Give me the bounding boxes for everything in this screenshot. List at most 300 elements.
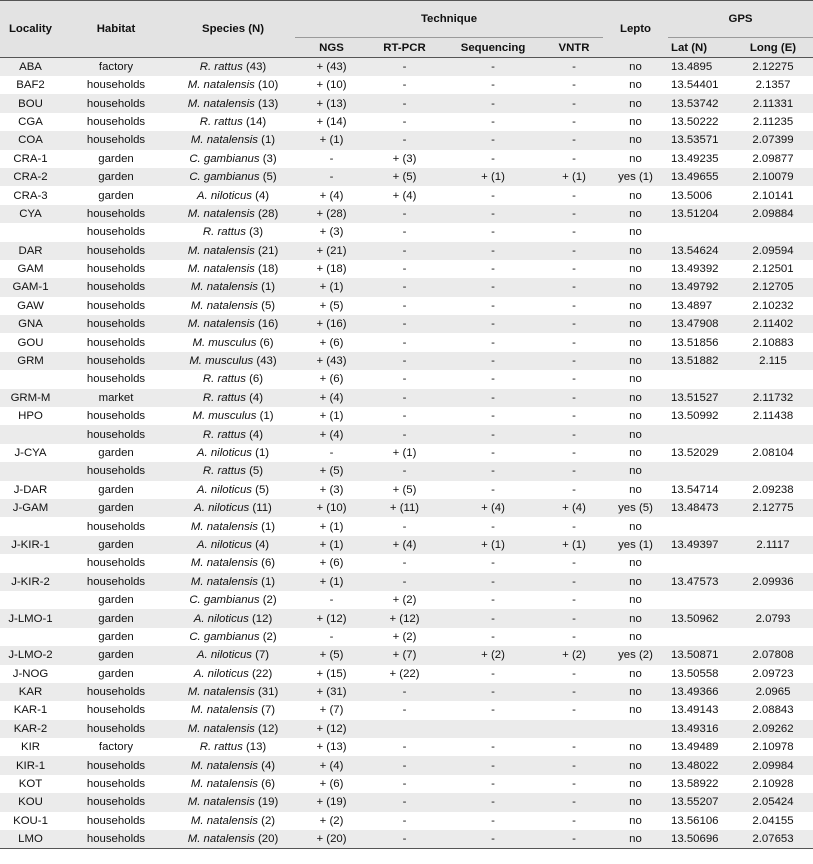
cell-species [171,76,295,94]
cell-species [171,223,295,241]
species-name: M. musculus [192,336,257,349]
species-count: (2) [262,594,277,607]
cell-vntr: - [572,520,576,533]
cell-long [733,370,813,388]
cell-lepto: no [629,355,642,368]
cell-species [171,168,295,186]
cell-habitat: households [86,686,146,699]
cell-rtpcr: - [402,97,407,110]
cell-rtpcr: - [402,741,407,754]
cell-vntr: - [572,778,576,791]
cell-species [171,370,295,388]
cell-rtpcr: - [402,115,407,128]
cell-lat: 13.49397 [671,538,719,551]
cell-habitat: households [86,226,146,239]
cell-lat: 13.54714 [671,483,719,496]
cell-ngs: + (6) [319,336,344,349]
cell-ngs: + (4) [319,428,344,441]
cell-sequencing: - [491,630,495,643]
cell-species [171,113,295,131]
cell-locality: KIR [21,741,40,754]
cell-habitat: factory [98,741,134,754]
cell-vntr: - [572,483,576,496]
species-count: (4) [255,189,270,202]
cell-vntr: - [572,263,576,276]
cell-vntr: - [572,115,576,128]
cell-lepto: no [629,391,642,404]
species-name: M. natalensis [190,778,258,791]
cell-lepto: no [629,520,642,533]
cell-habitat: households [86,722,146,735]
species-count: (3) [249,226,264,239]
cell-long: 2.0793 [755,612,791,625]
cell-species [171,756,295,774]
cell-ngs: + (10) [316,502,347,515]
cell-habitat: garden [98,502,134,515]
cell-locality: ABA [19,61,42,73]
cell-sequencing: - [491,612,495,625]
cell-locality [0,517,61,535]
cell-species [171,536,295,554]
cell-lepto: no [629,759,642,772]
cell-species [171,205,295,223]
species-count: (6) [261,557,276,570]
species-name: M. natalensis [190,759,258,772]
table-row [0,407,813,425]
cell-vntr: - [572,189,576,202]
cell-vntr: - [572,686,576,699]
cell-sequencing: - [491,759,495,772]
species-count: (43) [256,355,277,368]
cell-locality: GRM-M [10,391,51,404]
cell-species [171,481,295,499]
table-row [0,591,813,609]
cell-ngs: + (7) [319,704,344,717]
species-count: (31) [258,686,279,699]
table-row [0,242,813,260]
cell-rtpcr: - [402,79,407,92]
species-name: M. natalensis [187,263,255,276]
cell-ngs: + (13) [316,741,347,754]
cell-vntr: - [572,61,576,73]
cell-lepto: yes (5) [618,502,653,515]
cell-vntr: - [572,428,576,441]
cell-long: 2.12275 [752,61,794,73]
cell-lat: 13.49489 [671,741,719,754]
cell-lat: 13.54401 [671,79,719,92]
header-gps: GPS [668,1,813,38]
cell-lepto: no [629,244,642,257]
cell-vntr: - [572,833,576,846]
species-count: (13) [258,97,279,110]
cell-locality: J-KIR-1 [11,538,50,551]
cell-lat: 13.53571 [671,134,719,147]
cell-long: 2.11402 [752,318,794,331]
cell-sequencing: - [491,796,495,809]
cell-lepto: no [629,226,642,239]
cell-long [733,554,813,572]
cell-sequencing: - [491,686,495,699]
cell-rtpcr: - [402,299,407,312]
cell-long: 2.04155 [752,814,794,827]
cell-lat: 13.48473 [671,502,719,515]
cell-species [171,738,295,756]
species-name: M. natalensis [187,97,255,110]
cell-rtpcr: - [402,833,407,846]
cell-habitat: households [86,520,146,533]
cell-sequencing: - [491,207,495,220]
cell-long: 2.10232 [752,299,794,312]
table-row [0,113,813,131]
cell-ngs: + (1) [319,281,344,294]
cell-lat: 13.50222 [671,115,719,128]
cell-lepto: no [629,833,642,846]
cell-vntr: - [572,612,576,625]
cell-lepto: no [629,97,642,110]
cell-rtpcr: + (11) [389,502,420,515]
cell-lepto: no [629,428,642,441]
cell-lat [668,628,733,646]
cell-ngs: + (19) [316,796,347,809]
cell-lat: 13.51527 [671,391,719,404]
species-count: (12) [252,612,273,625]
cell-ngs: + (14) [316,115,347,128]
cell-locality: HPO [18,410,43,423]
cell-species [171,94,295,112]
cell-sequencing: - [491,79,495,92]
cell-rtpcr: + (22) [389,667,420,680]
cell-sequencing: - [491,244,495,257]
cell-lepto: no [629,152,642,165]
cell-vntr: - [572,318,576,331]
cell-vntr: - [572,391,576,404]
cell-locality: CYA [19,207,42,220]
species-name: A. niloticus [196,538,252,551]
cell-sequencing: - [491,575,495,588]
species-name: M. natalensis [187,318,255,331]
cell-long: 2.10883 [752,336,794,349]
cell-species [171,646,295,664]
species-count: (19) [258,796,279,809]
cell-vntr: - [572,630,576,643]
cell-species [171,720,295,738]
cell-lat: 13.49235 [671,152,719,165]
table-row [0,58,813,77]
header-lepto: Lepto [603,1,668,58]
cell-locality: KAR-2 [13,722,48,735]
cell-habitat: households [86,355,146,368]
species-count: (5) [261,299,276,312]
cell-habitat: households [86,318,146,331]
table-row [0,150,813,168]
species-name: A. niloticus [196,483,252,496]
cell-habitat: households [86,778,146,791]
cell-lepto: no [629,299,642,312]
cell-lat: 13.49143 [671,704,719,717]
species-name: R. rattus [202,465,246,478]
species-name: M. natalensis [187,796,255,809]
cell-ngs: + (12) [316,722,347,735]
cell-locality: GNA [18,318,43,331]
cell-species [171,775,295,793]
cell-long: 2.1117 [756,538,790,551]
species-name: M. natalensis [190,557,258,570]
cell-lepto: no [629,465,642,478]
cell-locality: J-LMO-1 [8,612,53,625]
cell-locality [0,591,61,609]
species-name: M. natalensis [190,520,258,533]
cell-sequencing: - [491,704,495,717]
cell-lepto: no [629,686,642,699]
cell-sequencing: - [491,61,495,73]
cell-species [171,573,295,591]
cell-ngs: + (12) [316,612,347,625]
table-row [0,720,813,738]
cell-vntr: - [572,355,576,368]
species-count: (10) [258,79,279,92]
species-name: A. niloticus [193,667,249,680]
cell-vntr: - [572,667,576,680]
header-vntr: VNTR [545,38,603,58]
cell-habitat: garden [98,612,134,625]
header-locality: Locality [0,1,61,58]
species-name: R. rattus [202,226,246,239]
cell-ngs: - [329,630,334,643]
cell-long: 2.09884 [752,207,794,220]
cell-habitat: households [86,134,146,147]
cell-sequencing: + (4) [481,502,505,515]
cell-habitat: market [98,391,134,404]
species-name: M. natalensis [190,281,258,294]
cell-long: 2.09723 [752,667,794,680]
cell-ngs: - [329,594,334,607]
cell-ngs: + (6) [319,373,344,386]
cell-long: 2.12775 [752,502,794,515]
cell-habitat: garden [98,538,134,551]
cell-habitat: households [86,115,146,128]
cell-rtpcr: - [402,428,407,441]
cell-locality [0,370,61,388]
cell-species [171,315,295,333]
cell-sequencing: - [491,115,495,128]
header-long: Long (E) [733,38,813,58]
cell-locality: KIR-1 [15,759,46,772]
cell-ngs: + (43) [316,61,347,73]
cell-sequencing: - [491,281,495,294]
table-row [0,573,813,591]
table-row [0,793,813,811]
species-count: (18) [258,263,279,276]
cell-locality: KAR-1 [13,704,48,717]
cell-species [171,444,295,462]
cell-habitat: garden [98,667,134,680]
cell-locality: KOT [18,778,43,791]
cell-ngs: + (5) [319,465,344,478]
cell-rtpcr: - [402,134,407,147]
cell-locality [0,554,61,572]
species-count: (1) [261,575,276,588]
cell-lat [668,554,733,572]
cell-lat: 13.56106 [671,814,719,827]
species-count: (6) [261,778,276,791]
cell-long: 2.07808 [752,649,794,662]
cell-habitat: garden [98,594,134,607]
header-habitat: Habitat [61,1,171,58]
cell-long [733,591,813,609]
cell-long: 2.12705 [752,281,794,294]
cell-long: 2.07653 [752,833,794,846]
cell-habitat: factory [98,61,134,73]
cell-rtpcr: + (3) [392,152,417,165]
cell-locality: KOU [18,796,43,809]
cell-rtpcr: - [402,226,407,239]
cell-locality: GAW [17,299,44,312]
cell-rtpcr: + (7) [392,649,417,662]
species-count: (5) [262,171,277,184]
table-row [0,297,813,315]
cell-vntr: - [572,97,576,110]
cell-species [171,462,295,480]
cell-long [733,462,813,480]
cell-vntr: - [572,796,576,809]
cell-lat [668,462,733,480]
cell-lat: 13.49655 [671,171,719,184]
species-name: A. niloticus [193,612,249,625]
cell-vntr [545,720,603,738]
cell-long: 2.09984 [752,759,794,772]
cell-locality: KAR [18,686,43,699]
cell-ngs: + (3) [319,226,344,239]
cell-species [171,407,295,425]
cell-habitat: households [86,575,146,588]
table-body [0,58,813,849]
cell-ngs: + (1) [319,520,344,533]
cell-lat: 13.48022 [671,759,719,772]
cell-ngs: + (4) [319,189,344,202]
cell-long: 2.09936 [752,575,794,588]
cell-habitat: garden [98,630,134,643]
cell-long: 2.11438 [752,410,794,423]
cell-sequencing: + (1) [481,538,505,551]
cell-locality: CRA-3 [13,189,48,202]
species-count: (2) [261,814,276,827]
header-technique: Technique [295,1,603,38]
table-row [0,278,813,296]
cell-species [171,150,295,168]
cell-species [171,812,295,830]
cell-species [171,591,295,609]
cell-lat: 13.49316 [671,722,719,735]
species-count: (6) [249,373,264,386]
table-row [0,830,813,849]
table-row [0,186,813,204]
table-row [0,517,813,535]
cell-long: 2.1357 [755,79,791,92]
cell-lepto: no [629,336,642,349]
cell-sequencing: - [491,428,495,441]
species-count: (11) [252,502,272,515]
cell-lepto: no [629,61,642,73]
species-name: A. niloticus [196,649,252,662]
cell-ngs: + (13) [316,97,347,110]
cell-rtpcr: - [402,465,407,478]
cell-habitat: households [86,244,146,257]
cell-rtpcr: - [402,281,407,294]
species-name: R. rattus [199,61,243,73]
species-name: M. natalensis [190,704,258,717]
cell-sequencing: - [491,483,495,496]
table-row [0,168,813,186]
table-row [0,131,813,149]
species-count: (6) [259,336,274,349]
cell-vntr: - [572,244,576,257]
cell-rtpcr: - [402,61,407,73]
cell-vntr: - [572,575,576,588]
cell-lat: 13.51204 [671,207,719,220]
cell-sequencing: - [491,391,495,404]
species-count: (16) [258,318,279,331]
species-name: M. musculus [189,355,254,368]
cell-long: 2.10079 [752,171,794,184]
cell-lat: 13.55207 [671,796,719,809]
cell-long [733,223,813,241]
cell-sequencing: - [491,355,495,368]
cell-species [171,830,295,849]
cell-ngs: + (31) [316,686,347,699]
species-count: (4) [261,759,276,772]
cell-sequencing: - [491,263,495,276]
cell-sequencing: - [491,667,495,680]
header-rtpcr: RT-PCR [368,38,441,58]
species-name: C. gambianus [189,594,260,607]
cell-ngs: - [329,447,334,459]
cell-vntr: - [572,134,576,147]
cell-rtpcr: + (4) [392,189,417,202]
cell-rtpcr: - [402,263,407,276]
cell-locality: CRA-1 [13,152,48,165]
cell-habitat: households [86,373,146,386]
table-row [0,683,813,701]
cell-rtpcr: - [402,759,407,772]
species-name: R. rattus [199,741,243,754]
cell-vntr: - [572,152,576,165]
cell-ngs: + (18) [316,263,347,276]
cell-species [171,186,295,204]
cell-lepto: no [629,410,642,423]
cell-long: 2.10978 [752,741,794,754]
cell-habitat: garden [98,189,134,202]
cell-rtpcr: - [402,704,407,717]
cell-ngs: + (28) [316,207,347,220]
species-count: (21) [258,244,279,257]
cell-rtpcr: - [402,336,407,349]
cell-sequencing: - [491,594,495,607]
species-count: (5) [249,465,264,478]
table-row [0,223,813,241]
cell-long: 2.11235 [752,115,794,128]
cell-locality: J-LMO-2 [8,649,53,662]
cell-species [171,665,295,683]
cell-lepto: no [629,575,642,588]
cell-species [171,297,295,315]
table-row [0,701,813,719]
cell-sequencing: - [491,152,495,165]
cell-species [171,131,295,149]
cell-ngs: + (1) [319,575,344,588]
cell-vntr: - [572,299,576,312]
species-name: M. musculus [192,410,257,423]
species-count: (7) [261,704,276,717]
